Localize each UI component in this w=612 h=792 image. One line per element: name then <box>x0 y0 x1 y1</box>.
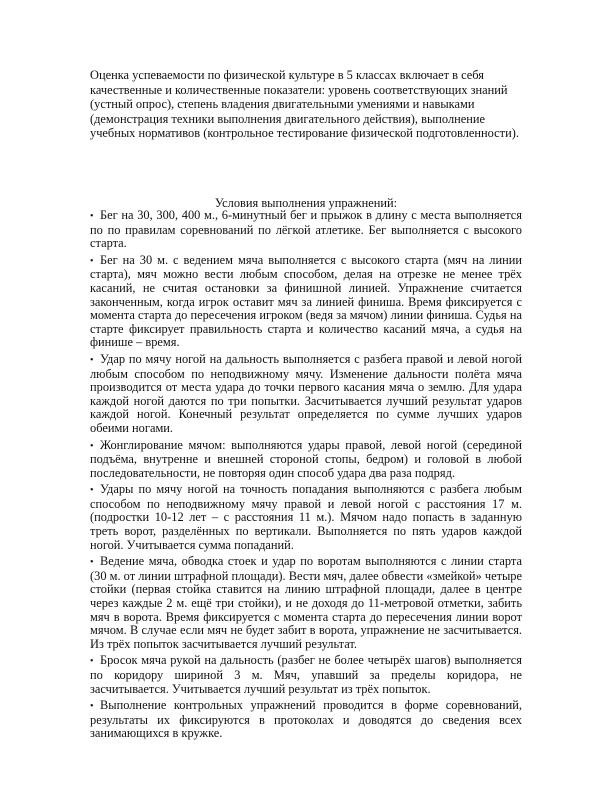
list-item <box>90 555 522 651</box>
section-title: Условия выполнения упражнений: <box>214 196 398 210</box>
bullet-icon: • <box>90 656 94 668</box>
bullet-icon: • <box>90 440 94 452</box>
list-item <box>90 254 522 350</box>
list-item-text: Бег на 30 м. с ведением мяча выполняется с высокого старта (мяч на линии старта), мяч можно вести любым способом, делая на отрезке не менее трёх касаний, не считая остановки за финишной линией. Упражнение считается законченным, когда игрок оставит мяч за линией финиша. Время фиксируется с момента старта до пересечения игроком (ведя за мячом) линии финиша. Судья на старте фиксирует правильность старта и количество касаний мяча, а судья на финише – время. <box>90 252 522 350</box>
bullet-icon: • <box>90 211 94 222</box>
list-item-text: Ведение мяча, обводка стоек и удар по воротам выполняются с линии старта (30 м. от линии штрафной площади). Вести мяч, далее обвести «змейкой» четыре стойки (первая стойка ставится на линию штрафной площади, далее в центре через каждые 2 м. ещё три стойки), и не доходя до 11-метровой отметки, забить мяч в ворота. Время фиксируется с момента старта до пересечения линии ворот мячом. В случае если мяч не будет забит в ворота, упражнение не засчитывается. Из трёх попыток засчитывается лучший результат. <box>90 554 522 651</box>
list-item-text: Бросок мяча рукой на дальность (разбег не более четырёх шагов) выполняется по коридору шириной 3 м. Мяч, упавший за пределы коридора, не засчитывается. Учитывается лучший результат из трёх попыток. <box>90 653 522 696</box>
bullet-icon: • <box>90 701 94 713</box>
list-item <box>90 483 522 552</box>
exercise-conditions-list <box>90 209 522 744</box>
intro-paragraph: Оценка успеваемости по физической культуре в 5 классах включает в себя качественные и количественные показатели: уровень соответствующих знаний (устный опрос), степень владения двигательными умениями и навыками (демонстрация техники выполнения двигательного действия), выполнение учебных нормативов (контрольное тестирование физической подготовленности). <box>90 68 519 141</box>
list-item-text: Удары по мячу ногой на точность попадания выполняются с разбега любым способом по неподвижному мячу правой и левой ногой с расстояния 17 м. (подростки 10-12 лет – с расстояния 11 м.). Мячом надо попасть в заданную треть ворот, разделённых по вертикали. Выполняется по пять ударов каждой ногой. Учитывается сумма попаданий. <box>90 482 522 552</box>
list-item <box>90 209 522 251</box>
list-item <box>90 699 522 741</box>
list-item <box>90 353 522 436</box>
bullet-icon: • <box>90 485 94 497</box>
list-item <box>90 654 522 696</box>
list-item-text: Удар по мячу ногой на дальность выполняется с разбега правой и левой ногой любым способом по неподвижному мячу. Изменение дальности полёта мяча производится от места удара до точки первого касания мяча о землю. Для удара каждой ногой даются по три попытки. Засчитывается лучший результат ударов каждой ногой. Конечный результат определяется по сумме лучших ударов обеими ногами. <box>90 351 522 435</box>
list-item-text: Жонглирование мячом: выполняются удары правой, левой ногой (серединой подъёма, внутренне и внешней стороной стопы, бедром) и головой в любой последовательности, не повторяя один способ удара два раза подряд. <box>90 437 522 480</box>
list-item <box>90 439 522 481</box>
bullet-icon: • <box>90 354 94 366</box>
list-item-text: Выполнение контрольных упражнений проводится в форме соревнований, результаты их фиксируются в протоколах и доводятся до сведения всех занимающихся в кружке. <box>90 698 522 741</box>
list-item-text: Бег на 30, 300, 400 м., 6-минутный бег и прыжок в длину с места выполняется по по правилам соревнований по лёгкой атлетике. Бег выполняется с высокого старта. <box>90 208 522 251</box>
bullet-icon: • <box>90 255 94 267</box>
bullet-icon: • <box>90 557 94 569</box>
